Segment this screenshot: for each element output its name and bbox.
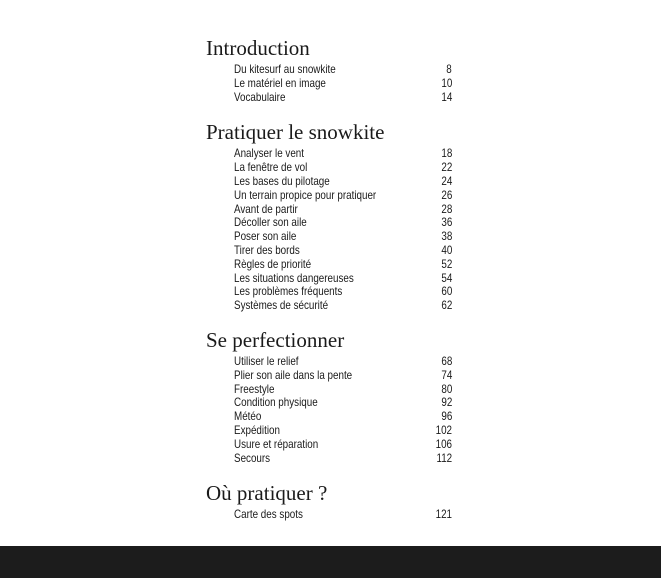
toc-entry bbox=[234, 258, 452, 272]
entry-page-number: 18 bbox=[441, 146, 452, 161]
toc-entry bbox=[234, 189, 452, 203]
toc-entry bbox=[234, 299, 452, 313]
entry-label: Analyser le vent bbox=[234, 146, 305, 161]
entry-page-number: 26 bbox=[441, 187, 452, 202]
section-title: Où pratiquer ? bbox=[206, 481, 328, 506]
entry-label: Condition physique bbox=[234, 395, 318, 410]
entry-page-number: 60 bbox=[441, 284, 452, 299]
entry-page-number: 8 bbox=[446, 62, 452, 76]
entry-label: Plier son aile dans la pente bbox=[234, 367, 353, 382]
entry-page-number: 96 bbox=[441, 409, 452, 424]
entry-page-number: 106 bbox=[435, 436, 452, 451]
entry-page-number: 92 bbox=[441, 395, 452, 410]
toc-entry bbox=[234, 77, 452, 91]
toc-section bbox=[206, 36, 466, 104]
toc-section bbox=[206, 328, 466, 465]
entry-page-number: 14 bbox=[441, 89, 452, 104]
entry-page-number: 80 bbox=[441, 381, 452, 396]
entry-label: Le matériel en image bbox=[234, 75, 326, 90]
entry-page-number: 52 bbox=[441, 256, 452, 271]
entry-page-number: 54 bbox=[441, 270, 452, 285]
toc-entry bbox=[234, 285, 452, 299]
entry-page-number: 38 bbox=[441, 229, 452, 244]
entry-page-number: 10 bbox=[441, 75, 452, 90]
toc-entry bbox=[234, 216, 452, 230]
entry-label: Usure et réparation bbox=[234, 436, 319, 451]
toc-entry bbox=[234, 203, 452, 217]
entry-page-number: 24 bbox=[441, 173, 452, 188]
section-title: Pratiquer le snowkite bbox=[206, 120, 385, 145]
toc-entry bbox=[234, 383, 452, 397]
toc-entry bbox=[234, 396, 452, 410]
footer-bar bbox=[0, 546, 661, 578]
entry-label: Utiliser le relief bbox=[234, 353, 299, 368]
entry-page-number: 36 bbox=[441, 215, 452, 230]
toc-entry bbox=[234, 438, 452, 452]
entry-label: Décoller son aile bbox=[234, 215, 307, 230]
toc-entry bbox=[234, 230, 452, 244]
entry-label: Tirer des bords bbox=[234, 242, 300, 257]
entry-page-number: 40 bbox=[441, 242, 452, 257]
entry-page-number: 62 bbox=[441, 298, 452, 313]
entry-page-number: 121 bbox=[435, 507, 452, 522]
entry-label: Expédition bbox=[234, 422, 280, 437]
toc-entry bbox=[234, 244, 452, 258]
entry-label: Avant de partir bbox=[234, 201, 298, 216]
toc-entry bbox=[234, 91, 452, 105]
entry-label: La fenêtre de vol bbox=[234, 160, 308, 175]
toc-section bbox=[206, 481, 466, 522]
entry-page-number: 22 bbox=[441, 160, 452, 175]
toc-entry bbox=[234, 161, 452, 175]
entry-page-number: 112 bbox=[436, 450, 452, 465]
entry-label: Du kitesurf au snowkite bbox=[234, 62, 336, 76]
toc-entry bbox=[234, 272, 452, 286]
entry-page-number: 68 bbox=[441, 353, 452, 368]
entry-label: Les bases du pilotage bbox=[234, 173, 330, 188]
entry-page-number: 74 bbox=[441, 367, 452, 382]
entry-label: Secours bbox=[234, 450, 271, 465]
entry-label: Carte des spots bbox=[234, 507, 303, 522]
entry-page-number: 28 bbox=[441, 201, 452, 216]
toc-section bbox=[206, 120, 466, 313]
entry-label: Règles de priorité bbox=[234, 256, 312, 271]
entry-label: Les problèmes fréquents bbox=[234, 284, 343, 299]
toc-entry bbox=[234, 424, 452, 438]
toc-entry bbox=[234, 63, 452, 77]
toc-entry bbox=[234, 147, 452, 161]
entry-page-number: 102 bbox=[435, 422, 452, 437]
toc-entry bbox=[234, 452, 452, 466]
toc-entry bbox=[234, 508, 452, 522]
toc-entry bbox=[234, 355, 452, 369]
table-of-contents bbox=[206, 36, 466, 522]
section-title: Se perfectionner bbox=[206, 327, 345, 352]
toc-entry bbox=[234, 175, 452, 189]
entry-label: Un terrain propice pour pratiquer bbox=[234, 187, 377, 202]
entry-label: Poser son aile bbox=[234, 229, 297, 244]
entry-label: Les situations dangereuses bbox=[234, 270, 354, 285]
toc-entry bbox=[234, 410, 452, 424]
toc-entry bbox=[234, 369, 452, 383]
entry-label: Freestyle bbox=[234, 381, 275, 396]
entry-label: Météo bbox=[234, 409, 262, 424]
section-title: Introduction bbox=[206, 36, 310, 60]
entry-label: Vocabulaire bbox=[234, 89, 286, 104]
entry-label: Systèmes de sécurité bbox=[234, 298, 329, 313]
